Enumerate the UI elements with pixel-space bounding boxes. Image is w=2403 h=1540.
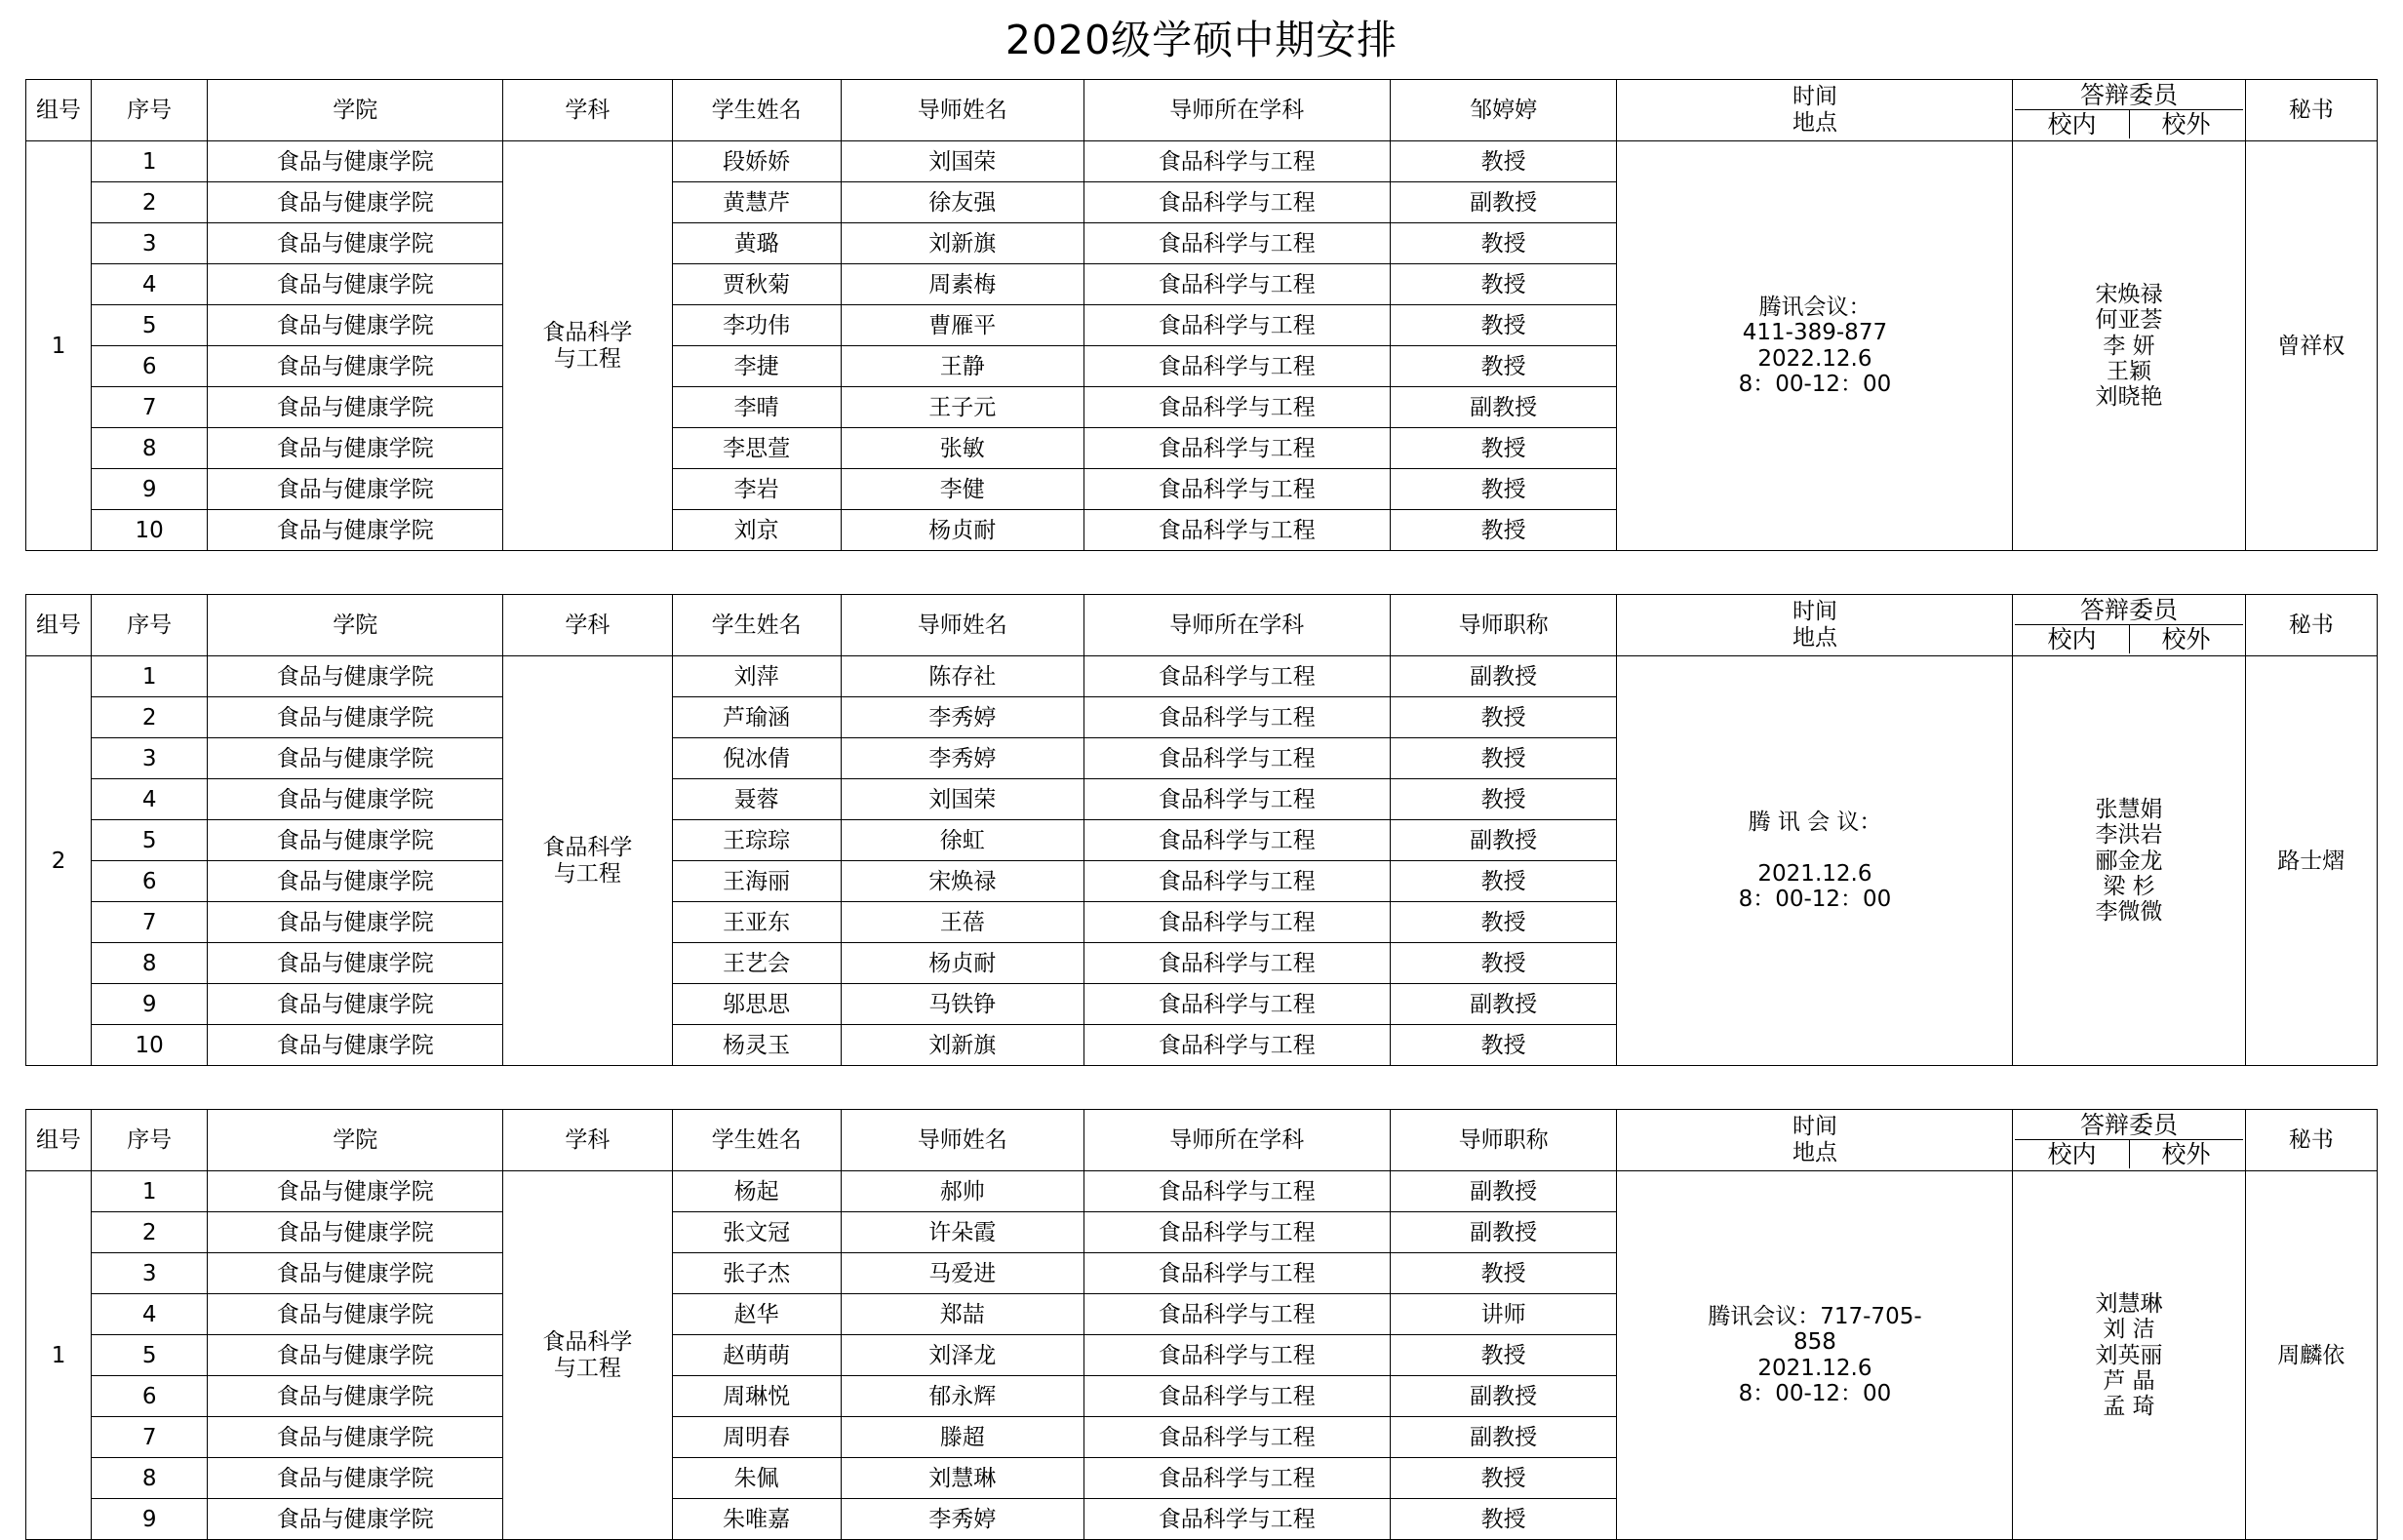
cell-college: 食品与健康学院 [208, 902, 503, 943]
header-college: 学院 [208, 595, 503, 656]
cell-advisor-name: 李秀婷 [841, 1499, 1083, 1540]
cell-student-name: 李岩 [672, 469, 841, 510]
cell-advisor-title: 教授 [1390, 510, 1617, 551]
header-time-place: 时间 地点 [1617, 1110, 2013, 1171]
cell-advisor-subject: 食品科学与工程 [1083, 1294, 1390, 1335]
schedule-block [25, 79, 2378, 551]
cell-subject: 食品科学 与工程 [503, 1171, 672, 1540]
cell-seq: 4 [92, 1294, 208, 1335]
cell-student-name: 王海丽 [672, 861, 841, 902]
cell-student-name: 王亚东 [672, 902, 841, 943]
cell-college: 食品与健康学院 [208, 1335, 503, 1376]
cell-advisor-title: 教授 [1390, 141, 1617, 182]
cell-advisor-subject: 食品科学与工程 [1083, 1376, 1390, 1417]
header-committee [2013, 80, 2245, 141]
cell-advisor-subject: 食品科学与工程 [1083, 305, 1390, 346]
cell-college: 食品与健康学院 [208, 1417, 503, 1458]
cell-advisor-subject: 食品科学与工程 [1083, 984, 1390, 1025]
cell-seq: 5 [92, 820, 208, 861]
cell-advisor-subject: 食品科学与工程 [1083, 943, 1390, 984]
cell-advisor-title: 教授 [1390, 305, 1617, 346]
schedule-table [25, 79, 2378, 551]
cell-advisor-title: 副教授 [1390, 387, 1617, 428]
cell-advisor-subject: 食品科学与工程 [1083, 182, 1390, 223]
header-group: 组号 [26, 595, 92, 656]
cell-seq: 1 [92, 656, 208, 697]
cell-college: 食品与健康学院 [208, 738, 503, 779]
cell-advisor-title: 教授 [1390, 1335, 1617, 1376]
cell-advisor-name: 刘国荣 [841, 141, 1083, 182]
cell-advisor-subject: 食品科学与工程 [1083, 656, 1390, 697]
cell-college: 食品与健康学院 [208, 1376, 503, 1417]
cell-college: 食品与健康学院 [208, 305, 503, 346]
cell-advisor-subject: 食品科学与工程 [1083, 387, 1390, 428]
cell-advisor-name: 马爱进 [841, 1253, 1083, 1294]
cell-advisor-name: 徐友强 [841, 182, 1083, 223]
block-spacer [25, 551, 2378, 594]
header-advisor-title: 导师职称 [1390, 595, 1617, 656]
cell-advisor-subject: 食品科学与工程 [1083, 1417, 1390, 1458]
cell-time-place: 腾讯会议：717-705- 858 2021.12.6 8：00-12：00 [1617, 1171, 2013, 1540]
cell-advisor-title: 教授 [1390, 223, 1617, 264]
cell-college: 食品与健康学院 [208, 697, 503, 738]
cell-college: 食品与健康学院 [208, 861, 503, 902]
cell-advisor-title: 教授 [1390, 428, 1617, 469]
cell-secretary: 周麟依 [2245, 1171, 2377, 1540]
cell-advisor-title: 讲师 [1390, 1294, 1617, 1335]
cell-college: 食品与健康学院 [208, 656, 503, 697]
header-committee-inner: 校内 [2015, 110, 2129, 138]
cell-advisor-name: 李秀婷 [841, 738, 1083, 779]
block-spacer [25, 1066, 2378, 1109]
cell-seq: 9 [92, 984, 208, 1025]
header-advisor-subject: 导师所在学科 [1083, 80, 1390, 141]
cell-advisor-title: 副教授 [1390, 984, 1617, 1025]
cell-time-place: 腾讯会议： 411-389-877 2022.12.6 8：00-12：00 [1617, 141, 2013, 551]
cell-seq: 3 [92, 223, 208, 264]
cell-advisor-title: 副教授 [1390, 1212, 1617, 1253]
cell-college: 食品与健康学院 [208, 223, 503, 264]
cell-advisor-title: 教授 [1390, 779, 1617, 820]
cell-seq: 2 [92, 1212, 208, 1253]
cell-student-name: 李捷 [672, 346, 841, 387]
cell-college: 食品与健康学院 [208, 943, 503, 984]
cell-seq: 6 [92, 1376, 208, 1417]
cell-college: 食品与健康学院 [208, 1253, 503, 1294]
cell-committee-members: 张慧娟 李洪岩 郦金龙 梁 杉 李微微 [2013, 656, 2245, 1066]
cell-advisor-name: 李秀婷 [841, 697, 1083, 738]
header-committee-outer: 校外 [2161, 1140, 2211, 1169]
header-committee-title: 答辩委员 [2015, 597, 2242, 625]
header-secretary: 秘书 [2245, 1110, 2377, 1171]
header-college: 学院 [208, 80, 503, 141]
cell-student-name: 赵萌萌 [672, 1335, 841, 1376]
cell-advisor-name: 刘泽龙 [841, 1335, 1083, 1376]
cell-seq: 1 [92, 141, 208, 182]
cell-subject: 食品科学 与工程 [503, 656, 672, 1066]
cell-advisor-subject: 食品科学与工程 [1083, 510, 1390, 551]
cell-advisor-name: 刘慧琳 [841, 1458, 1083, 1499]
cell-student-name: 黄璐 [672, 223, 841, 264]
cell-advisor-title: 副教授 [1390, 1171, 1617, 1212]
cell-student-name: 王琮琮 [672, 820, 841, 861]
table-header-row [26, 1110, 2378, 1171]
header-secretary: 秘书 [2245, 80, 2377, 141]
cell-advisor-subject: 食品科学与工程 [1083, 1253, 1390, 1294]
cell-group-number: 1 [26, 1171, 92, 1540]
cell-student-name: 王艺会 [672, 943, 841, 984]
table-header-row [26, 595, 2378, 656]
header-committee-inner: 校内 [2015, 625, 2129, 653]
cell-advisor-title: 教授 [1390, 943, 1617, 984]
cell-seq: 4 [92, 779, 208, 820]
header-college: 学院 [208, 1110, 503, 1171]
cell-student-name: 倪冰倩 [672, 738, 841, 779]
cell-college: 食品与健康学院 [208, 469, 503, 510]
cell-student-name: 杨灵玉 [672, 1025, 841, 1066]
cell-college: 食品与健康学院 [208, 1025, 503, 1066]
cell-seq: 5 [92, 1335, 208, 1376]
cell-student-name: 张文冠 [672, 1212, 841, 1253]
header-group: 组号 [26, 1110, 92, 1171]
header-student: 学生姓名 [672, 1110, 841, 1171]
header-seq: 序号 [92, 1110, 208, 1171]
cell-student-name: 贾秋菊 [672, 264, 841, 305]
cell-advisor-title: 教授 [1390, 469, 1617, 510]
cell-college: 食品与健康学院 [208, 510, 503, 551]
page-title: 2020级学硕中期安排 [1005, 17, 1398, 63]
cell-advisor-subject: 食品科学与工程 [1083, 141, 1390, 182]
cell-secretary: 路士熠 [2245, 656, 2377, 1066]
cell-advisor-subject: 食品科学与工程 [1083, 697, 1390, 738]
cell-student-name: 张子杰 [672, 1253, 841, 1294]
schedule-block [25, 1109, 2378, 1540]
cell-student-name: 芦瑜涵 [672, 697, 841, 738]
cell-seq: 10 [92, 510, 208, 551]
cell-student-name: 朱唯嘉 [672, 1499, 841, 1540]
table-header-row [26, 80, 2378, 141]
cell-seq: 2 [92, 182, 208, 223]
cell-advisor-name: 杨贞耐 [841, 510, 1083, 551]
cell-student-name: 刘萍 [672, 656, 841, 697]
cell-college: 食品与健康学院 [208, 387, 503, 428]
cell-secretary: 曾祥权 [2245, 141, 2377, 551]
cell-advisor-name: 李健 [841, 469, 1083, 510]
cell-advisor-title: 副教授 [1390, 1417, 1617, 1458]
header-advisor-subject: 导师所在学科 [1083, 595, 1390, 656]
cell-seq: 2 [92, 697, 208, 738]
cell-seq: 9 [92, 1499, 208, 1540]
cell-advisor-title: 教授 [1390, 1253, 1617, 1294]
cell-advisor-title: 副教授 [1390, 820, 1617, 861]
cell-college: 食品与健康学院 [208, 1212, 503, 1253]
cell-advisor-title: 教授 [1390, 902, 1617, 943]
header-committee-outer: 校外 [2161, 625, 2211, 654]
table-row [26, 141, 2378, 182]
cell-advisor-name: 王子元 [841, 387, 1083, 428]
cell-group-number: 1 [26, 141, 92, 551]
cell-advisor-subject: 食品科学与工程 [1083, 820, 1390, 861]
cell-subject: 食品科学 与工程 [503, 141, 672, 551]
cell-advisor-subject: 食品科学与工程 [1083, 469, 1390, 510]
header-seq: 序号 [92, 80, 208, 141]
cell-time-place: 腾 讯 会 议： 2021.12.6 8：00-12：00 [1617, 656, 2013, 1066]
cell-seq: 6 [92, 861, 208, 902]
header-advisor-title: 邹婷婷 [1390, 80, 1617, 141]
cell-student-name: 李晴 [672, 387, 841, 428]
schedule-table [25, 1109, 2378, 1540]
cell-advisor-title: 教授 [1390, 264, 1617, 305]
table-row [26, 656, 2378, 697]
cell-advisor-subject: 食品科学与工程 [1083, 223, 1390, 264]
cell-student-name: 周明春 [672, 1417, 841, 1458]
cell-advisor-subject: 食品科学与工程 [1083, 779, 1390, 820]
cell-advisor-name: 曹雁平 [841, 305, 1083, 346]
cell-student-name: 赵华 [672, 1294, 841, 1335]
cell-college: 食品与健康学院 [208, 1499, 503, 1540]
schedule-block [25, 594, 2378, 1066]
cell-college: 食品与健康学院 [208, 984, 503, 1025]
header-advisor-title: 导师职称 [1390, 1110, 1617, 1171]
cell-college: 食品与健康学院 [208, 820, 503, 861]
cell-advisor-subject: 食品科学与工程 [1083, 1335, 1390, 1376]
cell-advisor-subject: 食品科学与工程 [1083, 264, 1390, 305]
cell-college: 食品与健康学院 [208, 346, 503, 387]
header-subject: 学科 [503, 1110, 672, 1171]
cell-advisor-name: 杨贞耐 [841, 943, 1083, 984]
cell-advisor-title: 教授 [1390, 861, 1617, 902]
header-advisor: 导师姓名 [841, 80, 1083, 141]
header-subject: 学科 [503, 595, 672, 656]
cell-advisor-subject: 食品科学与工程 [1083, 1025, 1390, 1066]
cell-college: 食品与健康学院 [208, 1171, 503, 1212]
cell-seq: 6 [92, 346, 208, 387]
cell-advisor-name: 马铁铮 [841, 984, 1083, 1025]
cell-advisor-subject: 食品科学与工程 [1083, 1499, 1390, 1540]
cell-college: 食品与健康学院 [208, 264, 503, 305]
header-committee-title: 答辩委员 [2015, 82, 2242, 110]
cell-college: 食品与健康学院 [208, 1294, 503, 1335]
cell-college: 食品与健康学院 [208, 1458, 503, 1499]
cell-advisor-subject: 食品科学与工程 [1083, 346, 1390, 387]
header-subject: 学科 [503, 80, 672, 141]
cell-student-name: 朱佩 [672, 1458, 841, 1499]
cell-student-name: 杨起 [672, 1171, 841, 1212]
cell-advisor-subject: 食品科学与工程 [1083, 902, 1390, 943]
cell-seq: 3 [92, 738, 208, 779]
cell-advisor-name: 许朵霞 [841, 1212, 1083, 1253]
cell-college: 食品与健康学院 [208, 779, 503, 820]
cell-student-name: 李功伟 [672, 305, 841, 346]
cell-seq: 8 [92, 428, 208, 469]
cell-advisor-name: 王蓓 [841, 902, 1083, 943]
header-student: 学生姓名 [672, 80, 841, 141]
header-advisor: 导师姓名 [841, 595, 1083, 656]
cell-advisor-title: 副教授 [1390, 1376, 1617, 1417]
cell-student-name: 李思萱 [672, 428, 841, 469]
header-time-place: 时间 地点 [1617, 595, 2013, 656]
cell-seq: 7 [92, 902, 208, 943]
cell-advisor-subject: 食品科学与工程 [1083, 738, 1390, 779]
header-secretary: 秘书 [2245, 595, 2377, 656]
cell-student-name: 聂蓉 [672, 779, 841, 820]
header-advisor-subject: 导师所在学科 [1083, 1110, 1390, 1171]
cell-advisor-subject: 食品科学与工程 [1083, 1171, 1390, 1212]
cell-advisor-subject: 食品科学与工程 [1083, 861, 1390, 902]
header-student: 学生姓名 [672, 595, 841, 656]
table-row [26, 1171, 2378, 1212]
cell-advisor-title: 教授 [1390, 346, 1617, 387]
cell-student-name: 周琳悦 [672, 1376, 841, 1417]
cell-college: 食品与健康学院 [208, 182, 503, 223]
header-committee-outer: 校外 [2161, 110, 2211, 139]
cell-college: 食品与健康学院 [208, 141, 503, 182]
cell-seq: 9 [92, 469, 208, 510]
header-committee [2013, 1110, 2245, 1171]
cell-advisor-title: 副教授 [1390, 656, 1617, 697]
cell-committee-members: 宋焕禄 何亚荟 李 妍 王颖 刘晓艳 [2013, 141, 2245, 551]
header-advisor: 导师姓名 [841, 1110, 1083, 1171]
cell-advisor-name: 宋焕禄 [841, 861, 1083, 902]
cell-seq: 7 [92, 387, 208, 428]
schedule-blocks [25, 79, 2378, 1540]
cell-advisor-subject: 食品科学与工程 [1083, 1458, 1390, 1499]
cell-student-name: 段娇娇 [672, 141, 841, 182]
cell-advisor-name: 张敏 [841, 428, 1083, 469]
cell-student-name: 黄慧芹 [672, 182, 841, 223]
cell-student-name: 邬思思 [672, 984, 841, 1025]
header-time-place: 时间 地点 [1617, 80, 2013, 141]
cell-seq: 1 [92, 1171, 208, 1212]
cell-advisor-name: 刘新旗 [841, 1025, 1083, 1066]
cell-advisor-name: 徐虹 [841, 820, 1083, 861]
cell-college: 食品与健康学院 [208, 428, 503, 469]
cell-advisor-title: 教授 [1390, 697, 1617, 738]
cell-group-number: 2 [26, 656, 92, 1066]
cell-advisor-title: 教授 [1390, 738, 1617, 779]
cell-advisor-title: 教授 [1390, 1458, 1617, 1499]
cell-advisor-name: 郝帅 [841, 1171, 1083, 1212]
cell-advisor-name: 刘新旗 [841, 223, 1083, 264]
cell-advisor-name: 郑喆 [841, 1294, 1083, 1335]
cell-advisor-title: 教授 [1390, 1499, 1617, 1540]
cell-seq: 3 [92, 1253, 208, 1294]
cell-advisor-name: 刘国荣 [841, 779, 1083, 820]
cell-advisor-title: 教授 [1390, 1025, 1617, 1066]
cell-advisor-subject: 食品科学与工程 [1083, 428, 1390, 469]
cell-advisor-name: 郁永辉 [841, 1376, 1083, 1417]
cell-seq: 4 [92, 264, 208, 305]
cell-advisor-title: 副教授 [1390, 182, 1617, 223]
cell-advisor-name: 周素梅 [841, 264, 1083, 305]
cell-seq: 7 [92, 1417, 208, 1458]
cell-advisor-subject: 食品科学与工程 [1083, 1212, 1390, 1253]
cell-seq: 5 [92, 305, 208, 346]
cell-student-name: 刘京 [672, 510, 841, 551]
schedule-table [25, 594, 2378, 1066]
header-committee-title: 答辩委员 [2015, 1112, 2242, 1140]
cell-seq: 8 [92, 1458, 208, 1499]
header-seq: 序号 [92, 595, 208, 656]
cell-advisor-name: 陈存社 [841, 656, 1083, 697]
cell-committee-members: 刘慧琳 刘 洁 刘英丽 芦 晶 孟 琦 [2013, 1171, 2245, 1540]
cell-advisor-name: 滕超 [841, 1417, 1083, 1458]
header-committee [2013, 595, 2245, 656]
cell-advisor-name: 王静 [841, 346, 1083, 387]
cell-seq: 10 [92, 1025, 208, 1066]
cell-seq: 8 [92, 943, 208, 984]
header-committee-inner: 校内 [2015, 1140, 2129, 1168]
header-group: 组号 [26, 80, 92, 141]
